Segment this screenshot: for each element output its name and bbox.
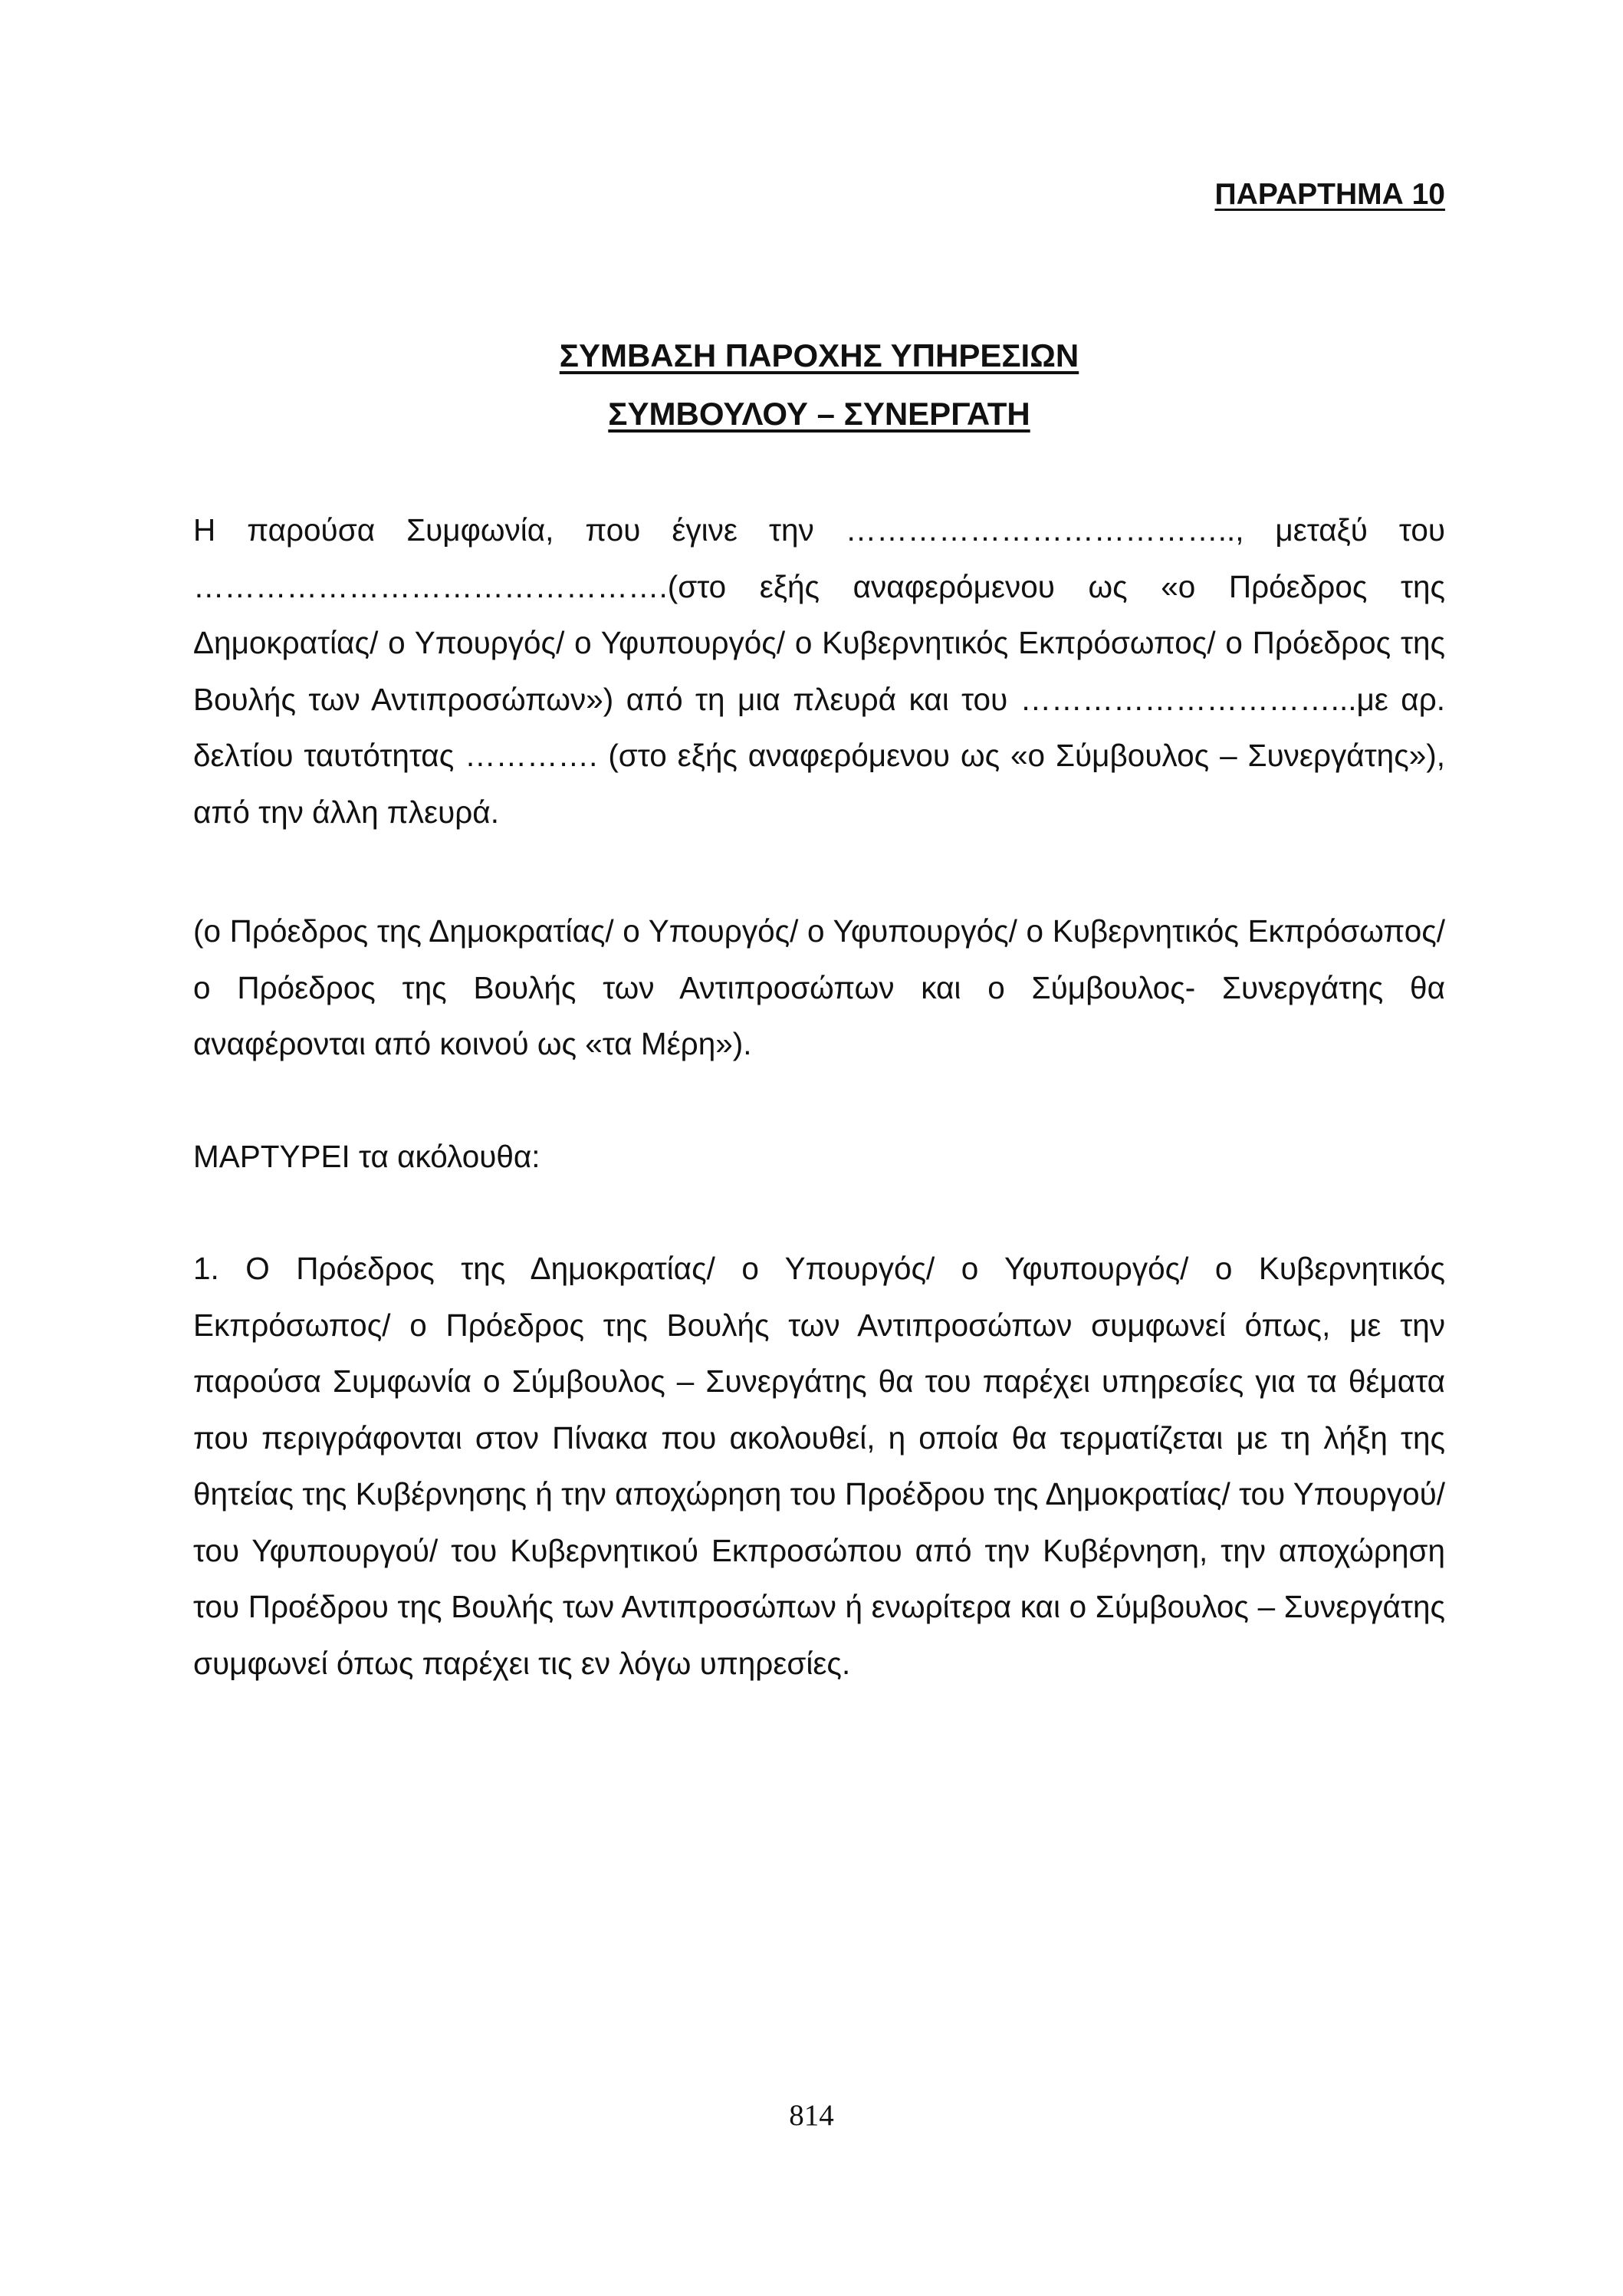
document-title-line-1: ΣΥΜΒΑΣΗ ΠΑΡΟΧΗΣ ΥΠΗΡΕΣΙΩΝ <box>559 337 1079 373</box>
parties-definition-paragraph: (ο Πρόεδρος της Δημοκρατίας/ ο Υπουργός/ ο Υφυπουργός/ ο Κυβερνητικός Εκπρόσωπος/ ο Πρόεδρος της Βουλής των Αντιπροσώπων και ο Σύμβουλος- Συνεργάτης θα αναφέρονται από κοινού ως «τα Μέρη»). <box>193 913 1445 1061</box>
witnesses-heading: ΜΑΡΤΥΡΕΙ τα ακόλουθα: <box>193 1139 540 1174</box>
clause-1-paragraph: 1. Ο Πρόεδρος της Δημοκρατίας/ ο Υπουργός/ ο Υφυπουργός/ ο Κυβερνητικός Εκπρόσωπος/ ο Πρόεδρος της Βουλής των Αντιπροσώπων συμφωνεί όπως, με την παρούσα Συμφωνία ο Σύμβουλος – Συνεργάτης θα του παρέχει υπηρεσίες για τα θέματα που περιγράφονται στον Πίνακα που ακολουθεί, η οποία θα τερματίζεται με τη λήξη της θητείας της Κυβέρνησης ή την αποχώρηση του Προέδρου της Δημοκρατίας/ του Υπουργού/ του Υφυπουργού/ του Κυβερνητικού Εκπροσώπου από την Κυβέρνηση, την αποχώρηση του Προέδρου της Βουλής των Αντιπροσώπων ή ενωρίτερα και ο Σύμβουλος – Συνεργάτης συμφωνεί όπως παρέχει τις εν λόγω υπηρεσίες. <box>193 1251 1445 1681</box>
document-title-line-2: ΣΥΜΒΟΥΛΟΥ – ΣΥΝΕΡΓΑΤΗ <box>608 396 1030 432</box>
annex-label: ΠΑΡΑΡΤΗΜΑ 10 <box>1214 178 1445 211</box>
agreement-parties-paragraph: Η παρούσα Συμφωνία, που έγινε την ……………………………….., μεταξύ του ……………………………………….(στο εξής αναφερόμενου ως «ο Πρόεδρος της Δημοκρατίας/ ο Υπουργός/ ο Υφυπουργός/ ο Κυβερνητικός Εκπρόσωπος/ ο Πρόεδρος της Βουλής των Αντιπροσώπων») από τη μια πλευρά και του …………………………...με αρ. δελτίου ταυτότητας …………. (στο εξής αναφερόμενου ως «ο Σύμβουλος – Συνεργάτης»), από την άλλη πλευρά. <box>193 512 1445 830</box>
page-number: 814 <box>789 2099 834 2132</box>
